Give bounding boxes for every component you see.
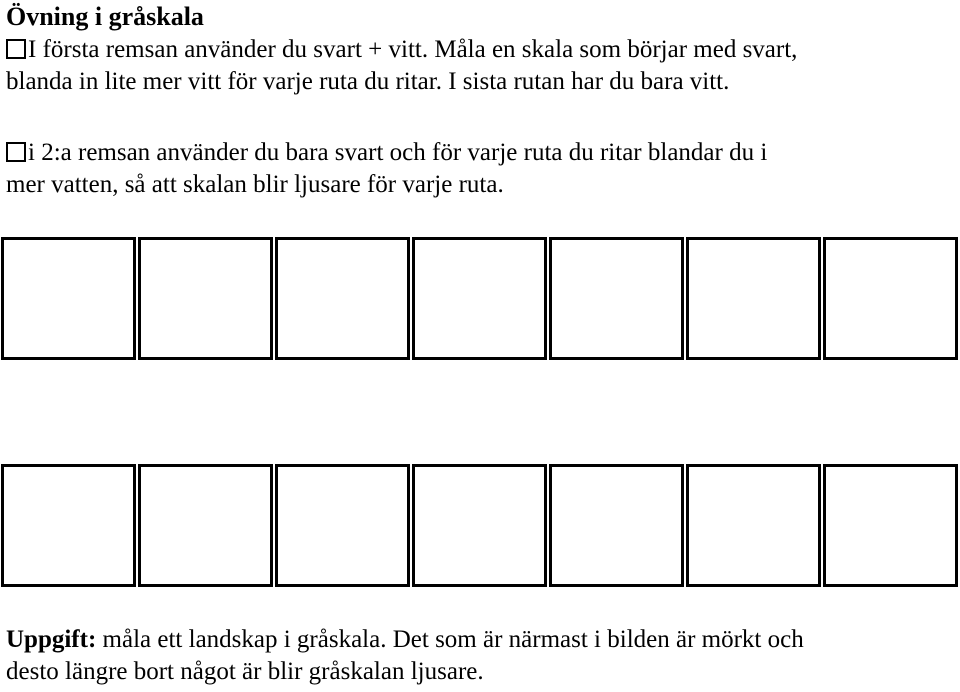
instruction-line	[6, 137, 956, 169]
instruction-strip-2	[6, 137, 956, 201]
paint-cell[interactable]	[823, 464, 958, 587]
paint-cell[interactable]	[1, 237, 136, 360]
paint-cell[interactable]	[138, 464, 273, 587]
grayscale-strip-2	[1, 464, 959, 587]
paint-cell[interactable]	[823, 237, 958, 360]
grayscale-strip-1	[1, 237, 959, 360]
task-paragraph	[6, 624, 956, 688]
task-line: desto längre bort något är blir gråskalan ljusare.	[6, 658, 484, 685]
task-line	[6, 624, 956, 656]
checkbox-icon[interactable]	[6, 39, 26, 59]
paint-cell[interactable]	[549, 237, 684, 360]
checkbox-icon[interactable]	[6, 142, 26, 162]
instruction-text: i 2:a remsan använder du bara svart och för varje ruta du ritar blandar du i	[28, 139, 768, 166]
paint-cell[interactable]	[1, 464, 136, 587]
paint-cell[interactable]	[138, 237, 273, 360]
instruction-strip-1	[6, 34, 956, 98]
task-label: Uppgift:	[6, 626, 97, 653]
instruction-line	[6, 34, 956, 66]
task-text: måla ett landskap i gråskala. Det som är närmast i bilden är mörkt och	[96, 626, 804, 653]
page-title: Övning i gråskala	[6, 2, 204, 31]
paint-cell[interactable]	[275, 464, 410, 587]
instruction-line: blanda in lite mer vitt för varje ruta du ritar. I sista rutan har du bara vitt.	[6, 68, 730, 95]
paint-cell[interactable]	[686, 237, 821, 360]
paint-cell[interactable]	[412, 237, 547, 360]
paint-cell[interactable]	[275, 237, 410, 360]
paint-cell[interactable]	[549, 464, 684, 587]
instruction-text: I första remsan använder du svart + vitt. Måla en skala som börjar med svart,	[28, 36, 798, 63]
instruction-line: mer vatten, så att skalan blir ljusare för varje ruta.	[6, 171, 504, 198]
paint-cell[interactable]	[412, 464, 547, 587]
paint-cell[interactable]	[686, 464, 821, 587]
